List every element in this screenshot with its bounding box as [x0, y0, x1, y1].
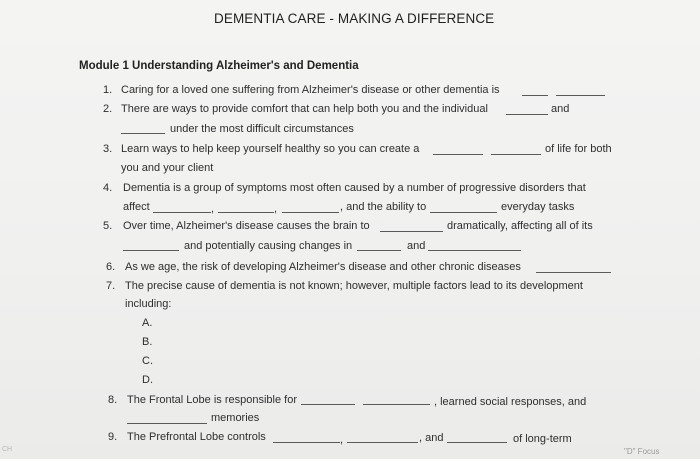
- item-9-comma: ,: [340, 434, 344, 446]
- item-4-blank-4[interactable]: [430, 212, 497, 213]
- option-c-label: C.: [142, 355, 153, 367]
- item-5-and: and: [407, 240, 426, 252]
- option-a-label: A.: [142, 317, 153, 329]
- module-heading: Module 1 Understanding Alzheimer's and Dementia: [79, 60, 359, 72]
- item-5-blank-1[interactable]: [380, 231, 443, 232]
- item-4-blank-1[interactable]: [153, 212, 211, 213]
- item-number-4: 4.: [103, 182, 113, 194]
- item-3-end: of life for both: [545, 143, 612, 155]
- item-4-affect: affect: [123, 201, 150, 213]
- corner-watermark-left: CH: [2, 446, 13, 453]
- item-8-continuation: memories: [211, 412, 260, 424]
- item-number-6: 6.: [106, 261, 116, 273]
- item-8-end: , learned social responses, and: [434, 396, 587, 408]
- item-number-2: 2.: [103, 103, 113, 115]
- item-number-5: 5.: [103, 220, 113, 232]
- focus-icon: "D" Focus: [624, 447, 660, 456]
- item-8-blank-2[interactable]: [363, 404, 430, 405]
- item-4-text: Dementia is a group of symptoms most often caused by a number of progressive disorders that: [123, 182, 586, 194]
- item-4-tasks: everyday tasks: [501, 201, 575, 213]
- item-2-text: There are ways to provide comfort that can help both you and the individual: [121, 103, 488, 115]
- item-5-continuation: and potentially causing changes in: [184, 240, 353, 252]
- item-number-3: 3.: [103, 143, 113, 155]
- item-6-text: As we age, the risk of developing Alzheimer's disease and other chronic diseases: [125, 261, 521, 273]
- item-4-blank-2[interactable]: [218, 212, 274, 213]
- item-2-continuation: under the most difficult circumstances: [170, 123, 354, 135]
- item-9-end: of long-term: [513, 433, 572, 445]
- option-b-label: B.: [142, 336, 153, 348]
- item-8-blank-1[interactable]: [301, 404, 355, 405]
- item-8-text: The Frontal Lobe is responsible for: [127, 394, 297, 406]
- item-2-and: and: [551, 103, 570, 115]
- item-4-comma-2: ,: [274, 203, 278, 215]
- item-number-8: 8.: [108, 394, 118, 406]
- item-9-blank-1[interactable]: [273, 442, 340, 443]
- item-9-text: The Prefrontal Lobe controls: [127, 431, 266, 443]
- item-9-blank-2[interactable]: [347, 442, 418, 443]
- item-3-blank-1[interactable]: [433, 154, 483, 155]
- item-3-text: Learn ways to help keep yourself healthy so you can create a: [121, 143, 420, 155]
- page-title: DEMENTIA CARE - MAKING A DIFFERENCE: [214, 11, 495, 26]
- item-1-text: Caring for a loved one suffering from Alzheimer's disease or other dementia is: [121, 84, 500, 96]
- item-number-1: 1.: [103, 84, 113, 96]
- item-9-and: , and: [419, 432, 444, 444]
- item-7-including: including:: [125, 298, 172, 310]
- item-3-continuation: you and your client: [121, 162, 214, 174]
- item-number-9: 9.: [108, 431, 118, 443]
- item-4-comma-1: ,: [211, 203, 215, 215]
- item-2-blank-2[interactable]: [121, 133, 165, 134]
- item-9-blank-3[interactable]: [447, 442, 507, 443]
- item-6-blank[interactable]: [536, 272, 611, 273]
- item-5-blank-4[interactable]: [428, 250, 521, 251]
- item-5-blank-3[interactable]: [357, 250, 401, 251]
- item-8-blank-3[interactable]: [127, 423, 207, 424]
- item-7-text: The precise cause of dementia is not known; however, multiple factors lead to its development: [125, 280, 583, 292]
- item-5-text: Over time, Alzheimer's disease causes the brain to: [123, 220, 370, 232]
- item-4-blank-3[interactable]: [282, 212, 339, 213]
- item-1-blank-1[interactable]: [522, 95, 548, 96]
- item-5-end: dramatically, affecting all of its: [447, 220, 593, 232]
- option-d-label: D.: [142, 374, 153, 386]
- item-4-ability: , and the ability to: [340, 201, 427, 213]
- item-1-blank-2[interactable]: [556, 95, 605, 96]
- item-number-7: 7.: [106, 280, 116, 292]
- item-5-blank-2[interactable]: [123, 250, 179, 251]
- item-3-blank-2[interactable]: [491, 154, 541, 155]
- item-2-blank-1[interactable]: [506, 114, 548, 115]
